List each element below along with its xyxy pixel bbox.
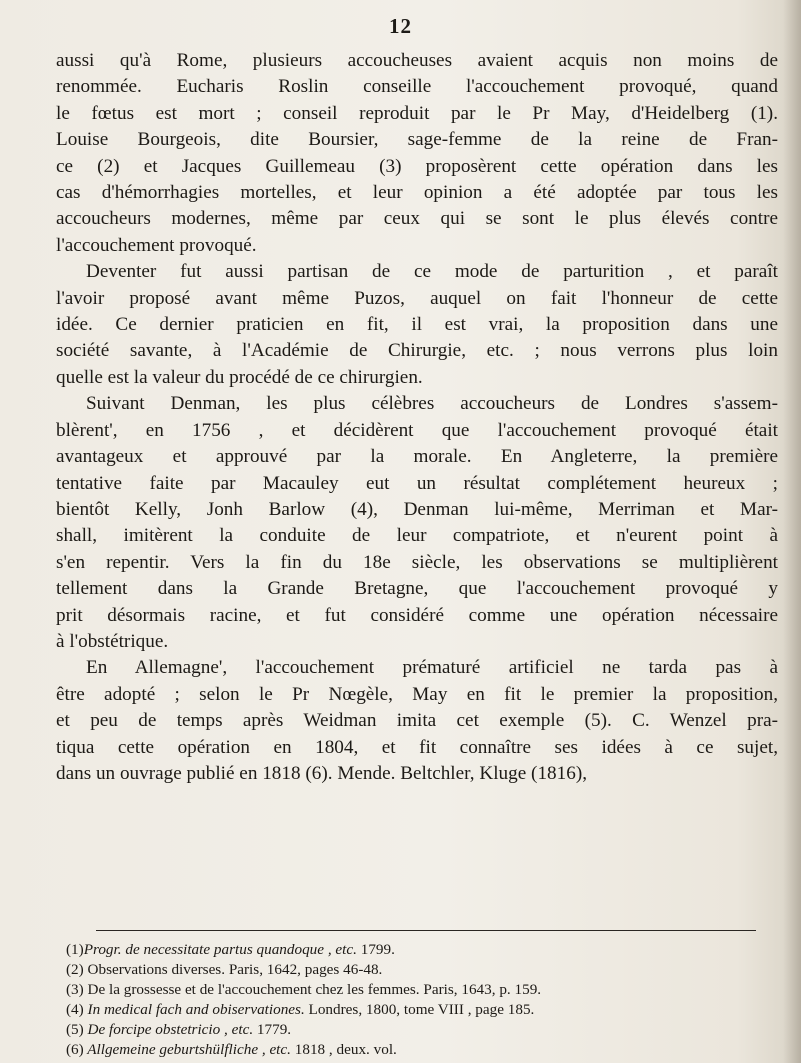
footnote-text: Observations diverses. Paris, 1642, pages 46-48. bbox=[83, 961, 383, 978]
text-line: idée. Ce dernier praticien en fit, il est vrai, la proposition dans une bbox=[56, 314, 778, 336]
text-line: accoucheurs modernes, même par ceux qui se sont le plus élevés contre bbox=[56, 208, 778, 230]
footnote-text: De la grossesse et de l'accouchement chez les femmes. Paris, 1643, p. 159. bbox=[83, 981, 542, 998]
paragraph bbox=[56, 391, 778, 655]
footnote-number: (6) bbox=[66, 1041, 84, 1058]
text-line: shall, imitèrent la conduite de leur compatriote, et n'eurent point à bbox=[56, 525, 778, 547]
footnote-title: Progr. de necessitate partus quandoque , etc. bbox=[83, 941, 357, 958]
text-line: aussi qu'à Rome, plusieurs accoucheuses avaient acquis non moins de bbox=[56, 50, 778, 71]
text-line: tentative faite par Macauley eut un résultat complétement heureux ; bbox=[56, 472, 778, 494]
text-line: ce (2) et Jacques Guillemeau (3) proposèrent cette opération dans les bbox=[56, 155, 778, 177]
text-line: prit désormais racine, et fut considéré comme une opération nécessaire bbox=[56, 604, 778, 626]
footnote-title: In medical fach and obiservationes. bbox=[83, 1001, 305, 1018]
footnote-text: Londres, 1800, tome VIII , page 185. bbox=[304, 1001, 535, 1018]
footnote-number: (4) bbox=[66, 1001, 84, 1018]
text-line: à l'obstétrique. bbox=[56, 630, 169, 652]
text-line: dans un ouvrage publié en 1818 (6). Mende. Beltchler, Kluge (1816), bbox=[56, 762, 588, 784]
text-line: tiqua cette opération en 1804, et fit connaître ses idées à ce sujet, bbox=[56, 736, 778, 758]
text-line: avantageux et approuvé par la morale. En Angleterre, la première bbox=[56, 446, 778, 468]
footnote bbox=[66, 980, 786, 1000]
body-text bbox=[56, 48, 778, 787]
text-line: quelle est la valeur du procédé de ce chirurgien. bbox=[56, 366, 423, 388]
footnote-text: 1818 , deux. vol. bbox=[290, 1041, 397, 1058]
text-line: l'avoir proposé avant même Puzos, auquel on fait l'honneur de cette bbox=[56, 287, 778, 309]
page-number: 12 bbox=[389, 14, 412, 38]
footnote bbox=[66, 1000, 786, 1020]
text-line: Deventer fut aussi partisan de ce mode de parturition , et paraît bbox=[86, 261, 778, 283]
footnote bbox=[66, 1020, 786, 1040]
text-line: et peu de temps après Weidman imita cet exemple (5). C. Wenzel pra- bbox=[56, 710, 778, 732]
footnote-number: (1) bbox=[66, 941, 84, 958]
footnote bbox=[66, 940, 786, 960]
footnote-text: 1799. bbox=[356, 941, 395, 958]
text-line: s'en repentir. Vers la fin du 18e siècle, les observations se multiplièrent bbox=[56, 551, 778, 573]
text-line: renommée. Eucharis Roslin conseille l'accouchement provoqué, quand bbox=[56, 76, 778, 98]
text-line: tellement dans la Grande Bretagne, que l'accouchement provoqué y bbox=[56, 578, 778, 600]
text-line: cas d'hémorrhagies mortelles, et leur opinion a été adoptée par tous les bbox=[56, 182, 778, 204]
page-edge-shadow bbox=[783, 0, 801, 1063]
text-line: l'accouchement provoqué. bbox=[56, 234, 257, 256]
text-line: société savante, à l'Académie de Chirurgie, etc. ; nous verrons plus loin bbox=[56, 340, 778, 362]
footnote-number: (3) bbox=[66, 981, 84, 998]
footnote bbox=[66, 960, 786, 980]
text-line: Suivant Denman, les plus célèbres accoucheurs de Londres s'assem- bbox=[86, 393, 778, 415]
text-line: Louise Bourgeois, dite Boursier, sage-femme de la reine de Fran- bbox=[56, 129, 778, 151]
footnote-number: (5) bbox=[66, 1021, 84, 1038]
footnote-title: De forcipe obstetricio , etc. bbox=[83, 1021, 254, 1038]
footnote-title: Allgemeine geburtshülfliche , etc. bbox=[83, 1041, 291, 1058]
text-line: bientôt Kelly, Jonh Barlow (4), Denman lui-même, Merriman et Mar- bbox=[56, 498, 778, 520]
footnotes bbox=[66, 940, 786, 1060]
footnote-number: (2) bbox=[66, 961, 84, 978]
paragraph bbox=[56, 655, 778, 787]
paragraph bbox=[56, 259, 778, 391]
text-line: En Allemagne', l'accouchement prématuré artificiel ne tarda pas à bbox=[86, 657, 778, 679]
footnote-text: 1779. bbox=[253, 1021, 292, 1038]
text-line: blèrent', en 1756 , et décidèrent que l'accouchement provoqué était bbox=[56, 419, 778, 441]
paragraph bbox=[56, 48, 778, 259]
footnote-divider bbox=[96, 930, 756, 931]
footnote bbox=[66, 1040, 786, 1060]
text-line: le fœtus est mort ; conseil reproduit par le Pr May, d'Heidelberg (1). bbox=[56, 102, 778, 124]
text-line: être adopté ; selon le Pr Nœgèle, May en fit le premier la proposition, bbox=[56, 683, 778, 705]
